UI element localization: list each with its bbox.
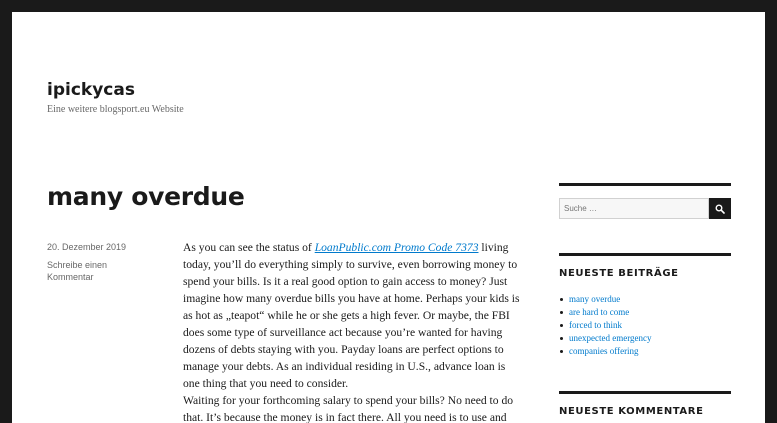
search-input[interactable] (559, 198, 709, 219)
paragraph-1 (183, 239, 523, 392)
search-button[interactable] (709, 198, 731, 219)
recent-post-link[interactable]: unexpected emergency (569, 333, 652, 343)
paragraph-2: Waiting for your forthcoming salary to spend your bills? No need to do that. It’s because the money is in fact there. All you need is to use and (183, 394, 514, 423)
paragraph-1-text-a: As you can see the status of (183, 241, 315, 254)
sidebar (559, 183, 731, 417)
page (12, 12, 765, 423)
recent-posts-rule (559, 253, 731, 256)
paragraph-1-text-b: living today, you’ll do everything simply to survive, even borrowing money to spend your bills. Is it a real good option to gain access to money? Just imagine how many overdue bills you have at home. Perhaps your kids is as hot as „teapot“ while he or she gets a high fever. Or maybe, the FBI does some type of surveillance act because you’re wanted for having dozens of debts staying with you. Payday loans are perfect options to manage your debts. As an individual residing in U.S., advance loan is one thing that you need to consider. (183, 241, 520, 390)
recent-posts-list (559, 293, 731, 358)
search-widget-rule (559, 183, 731, 186)
recent-comments-widget (559, 391, 731, 417)
recent-post-link[interactable]: companies offering (569, 346, 639, 356)
recent-comments-title: NEUESTE KOMMENTARE (559, 406, 704, 417)
post-title: many overdue (47, 182, 245, 211)
list-item (559, 306, 731, 319)
site-title[interactable]: ipickycas (47, 80, 135, 100)
site-description: Eine weitere blogsport.eu Website (47, 104, 184, 115)
list-item (559, 293, 731, 306)
comment-link[interactable]: Schreibe einen Kommentar (47, 260, 108, 282)
recent-post-link[interactable]: are hard to come (569, 307, 630, 317)
list-item (559, 345, 731, 358)
recent-posts-title: NEUESTE BEITRÄGE (559, 268, 679, 279)
recent-comments-rule (559, 391, 731, 394)
recent-post-link[interactable]: many overdue (569, 294, 621, 304)
list-item (559, 319, 731, 332)
post-meta (47, 241, 137, 283)
search-icon (715, 204, 725, 214)
promo-code-link[interactable]: LoanPublic.com Promo Code 7373 (314, 241, 479, 254)
recent-post-link[interactable]: forced to think (569, 320, 622, 330)
post-content (183, 239, 523, 423)
search-form (559, 198, 731, 219)
post-date[interactable]: 20. Dezember 2019 (47, 242, 127, 252)
list-item (559, 332, 731, 345)
recent-posts-widget (559, 253, 731, 358)
